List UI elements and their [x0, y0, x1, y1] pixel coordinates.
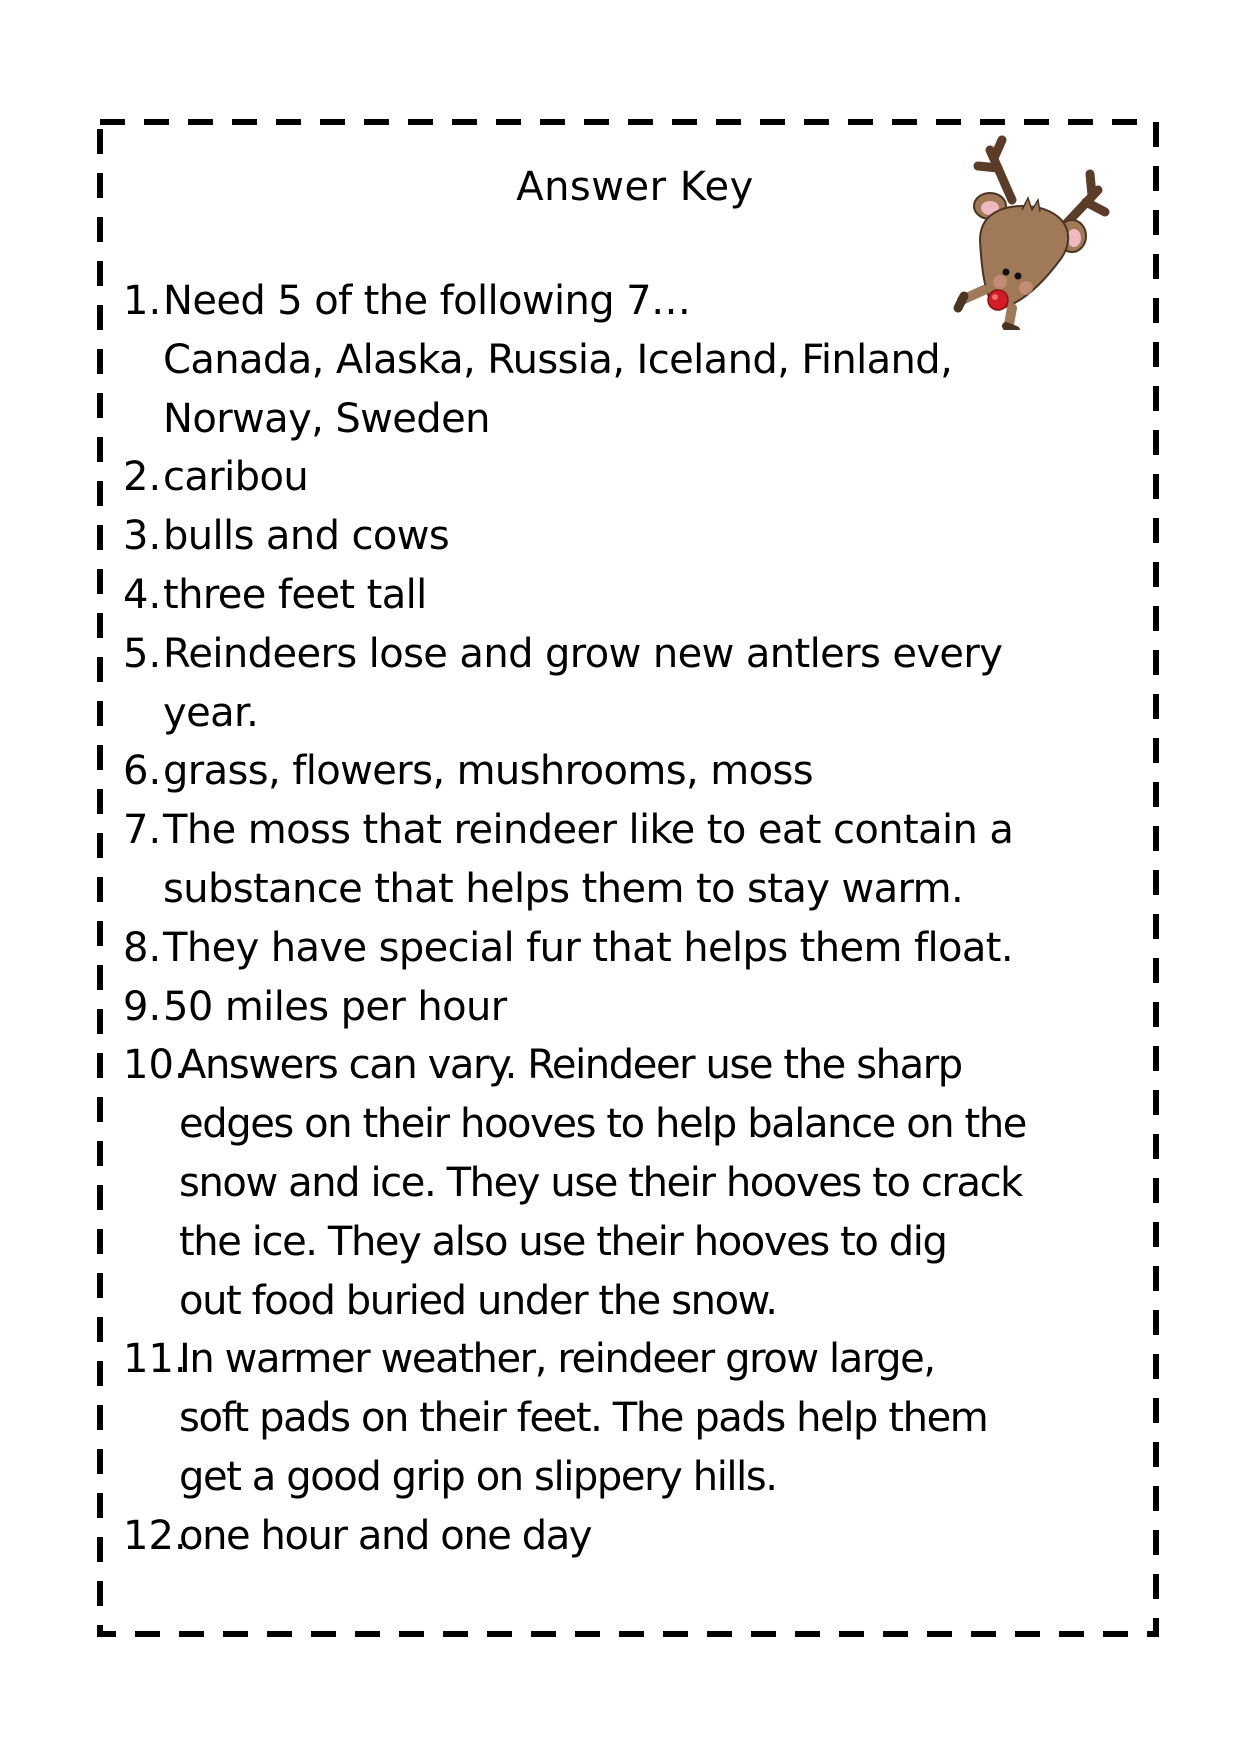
- answer-number: 7.: [123, 807, 162, 854]
- answer-number: 9.: [123, 983, 162, 1030]
- answer-text: out food buried under the snow.: [179, 1277, 777, 1324]
- answer-text: In warmer weather, reindeer grow large,: [179, 1336, 935, 1383]
- answer-number: 1.: [123, 278, 162, 324]
- answer-item-8: [123, 919, 1153, 978]
- answer-text: They have special fur that helps them float.: [163, 924, 1013, 971]
- answer-text: 50 miles per hour: [163, 983, 507, 1030]
- answer-list: [123, 272, 1153, 1566]
- answer-text: bulls and cows: [163, 513, 450, 560]
- answer-text: Norway, Sweden: [163, 395, 490, 442]
- answer-text: Answers can vary. Reindeer use the sharp: [179, 1042, 962, 1089]
- answer-item-2: [123, 448, 1153, 507]
- answer-number: 11.: [123, 1336, 187, 1383]
- answer-text: caribou: [163, 454, 309, 501]
- answer-text: snow and ice. They use their hooves to crack: [179, 1159, 1022, 1206]
- answer-item-6: [123, 742, 1153, 801]
- answer-text: Reindeers lose and grow new antlers every: [163, 630, 1003, 677]
- answer-text: get a good grip on slippery hills.: [179, 1453, 777, 1500]
- answer-text: one hour and one day: [179, 1512, 592, 1559]
- answer-text: year.: [163, 689, 259, 736]
- answer-text: Need 5 of the following 7…: [163, 278, 691, 324]
- answer-text: three feet tall: [163, 571, 427, 618]
- answer-number: 4.: [123, 571, 162, 618]
- answer-text: grass, flowers, mushrooms, moss: [163, 748, 813, 795]
- answer-item-4: [123, 566, 1153, 625]
- answer-text: edges on their hooves to help balance on the: [179, 1101, 1026, 1148]
- answer-item-11: [123, 1330, 1153, 1506]
- answer-item-12: [123, 1507, 1153, 1566]
- answer-item-9: [123, 978, 1153, 1037]
- answer-number: 8.: [123, 924, 162, 971]
- answer-text: the ice. They also use their hooves to dig: [179, 1218, 947, 1265]
- answer-number: 2.: [123, 454, 162, 501]
- answer-text: The moss that reindeer like to eat contain a: [163, 807, 1014, 854]
- answer-item-7: [123, 801, 1153, 919]
- answer-text: substance that helps them to stay warm.: [163, 865, 964, 912]
- page-title: Answer Key: [516, 164, 754, 210]
- answer-item-10: [123, 1036, 1153, 1330]
- answer-number: 6.: [123, 748, 162, 795]
- answer-item-1: [123, 272, 1153, 448]
- answer-number: 3.: [123, 513, 162, 560]
- answer-text: Canada, Alaska, Russia, Iceland, Finland,: [163, 336, 953, 383]
- answer-number: 5.: [123, 630, 162, 677]
- answer-item-5: [123, 625, 1153, 743]
- answer-number: 10.: [123, 1042, 187, 1089]
- answer-item-3: [123, 507, 1153, 566]
- answer-number: 12.: [123, 1512, 187, 1559]
- answer-text: soft pads on their feet. The pads help them: [179, 1395, 988, 1442]
